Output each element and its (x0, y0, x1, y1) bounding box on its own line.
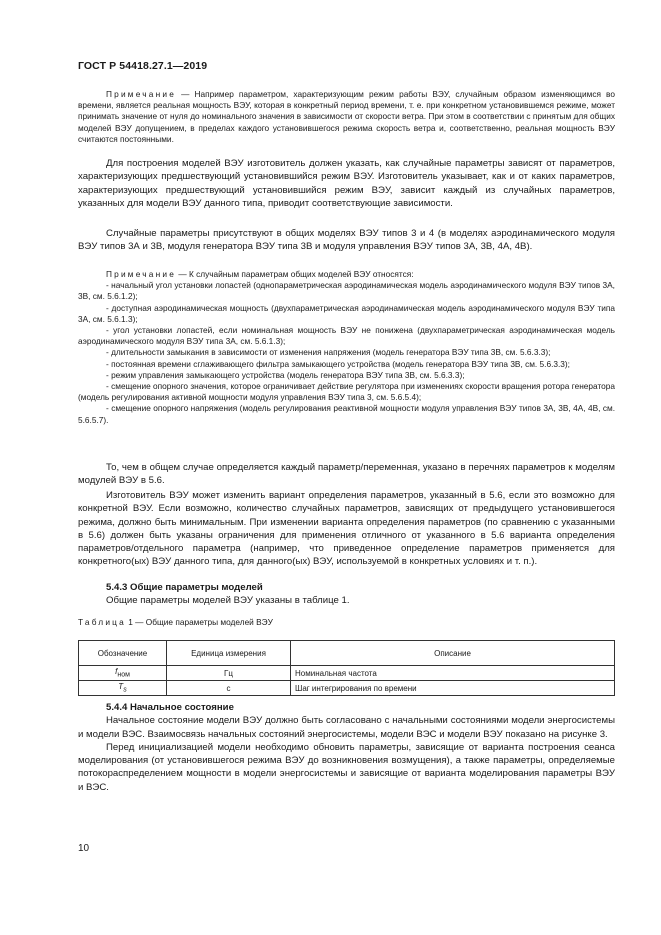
list-item: - смещение опорного значения, которое ограничивает действие регулятора при изменениях скорости вращения ротора генератора (модель регулирования активной мощности модуля управления ВЭУ типа 3, см. 5.6.5.4); (78, 381, 615, 403)
section-heading: 5.4.4 Начальное состояние (106, 702, 234, 713)
column-header: Обозначение (79, 641, 167, 666)
table-1 (78, 640, 615, 696)
table-row (79, 666, 615, 681)
note-1 (78, 89, 615, 145)
table-caption-text: 1 — Общие параметры моделей ВЭУ (125, 617, 273, 627)
symbol-cell: $T_s$ (79, 681, 167, 696)
column-header: Единица измерения (167, 641, 291, 666)
section-heading: 5.4.3 Общие параметры моделей (106, 582, 263, 593)
paragraph-random-params (78, 227, 615, 254)
list-item: - длительности замыкания в зависимости от изменения напряжения (модель генератора ВЭУ типа 3В, см. 5.6.3.3); (106, 347, 551, 358)
paragraph-text: Случайные параметры присутствуют в общих моделях ВЭУ типов 3 и 4 (в моделях аэродинамического модуля ВЭУ типов 3А и 3В, модуля генератора ВЭУ типа 3В и модуля управления ВЭУ типов 3А, 3В, 4А, 4В). (78, 228, 615, 253)
description-cell: Шаг интегрирования по времени (291, 681, 615, 696)
note-label: Примечание (106, 269, 177, 279)
section-text: Общие параметры моделей ВЭУ указаны в таблице 1. (106, 595, 350, 607)
note-text: — К случайным параметрам общих моделей ВЭУ относятся: (176, 269, 414, 279)
paragraph-dependence (78, 157, 615, 210)
section-5-4-3 (78, 581, 615, 608)
note-text: — Например параметром, характеризующим режим работы ВЭУ, случайным образом изменяющимся во времени, является реальная мощность ВЭУ, которая в конкретный период времени, т. е. при конкретном установившемся режиме, может принимать значение от нуля до номинального значения в зависимости от скорости ветра. При этом в соответствии с принятым для общих моделей ВЭУ допущением, в пределах каждого установившегося режима скорость ветра и, соответственно, реальная мощность ВЭУ считаются постоянными. (78, 89, 615, 144)
table-caption-label: Таблица (78, 617, 126, 627)
unit-cell: Гц (167, 666, 291, 681)
list-item: - постоянная времени сглаживающего фильтра замыкающего устройства (модель генератора ВЭУ типа 3В, см. 5.6.3.3); (106, 358, 570, 369)
column-header: Описание (291, 641, 615, 666)
table-header-row (79, 641, 615, 666)
list-item: - режим управления замыкающего устройства (модель генератора ВЭУ типа 3В, см. 5.6.3.3); (106, 369, 465, 380)
section-text: Начальное состояние модели ВЭУ должно быть согласовано с начальными состояниями модели энергосистемы и модели ВЭС. Взаимосвязь начальных состояний энергосистемы, модели ВЭС и модели ВЭУ показано на рисунке 3. (78, 715, 615, 740)
list-item: - начальный угол установки лопастей (однопараметрическая аэродинамическая модель аэродинамического модуля ВЭУ типов 3А, 3В, см. 5.6.1.2); (78, 280, 615, 302)
description-cell: Номинальная частота (291, 666, 615, 681)
symbol-cell: $f_{ном}$ (79, 666, 167, 681)
note-label: Примечание (106, 89, 177, 99)
table-caption (78, 617, 615, 628)
table-row (79, 681, 615, 696)
note-2 (78, 269, 615, 426)
paragraph-text: Изготовитель ВЭУ может изменить вариант определения параметров, указанный в 5.6, если это возможно для конкретной ВЭУ. Если возможно, количество случайных параметров, зависящих от предыдущего установившегося режима, должно быть минимальным. При изменении варианта определения параметров (по сравнению с указанными в 5.6) должен быть указаны ограничения для применения отличного от указанного в 5.6 варианта определения параметров/отдельного параметра (например, что приведенное определение параметров применяется для конкретного(ых) ВЭУ данного типа, для данного(ых) ВЭУ, используемой в конкретных условиях и т. п.). (78, 490, 615, 568)
page-number: 10 (78, 843, 90, 854)
paragraph-manufacturer (78, 489, 615, 569)
unit-cell: с (167, 681, 291, 696)
list-item: - смещение опорного напряжения (модель регулирования реактивной мощности модуля управления ВЭУ типов 3А, 3В, 4А, 4В, см. 5.6.5.7). (78, 403, 615, 425)
list-item: - доступная аэродинамическая мощность (двухпараметрическая аэродинамическая модель аэродинамического модуля ВЭУ типа 3А, см. 5.6.1.3); (78, 302, 615, 324)
paragraph-text: То, чем в общем случае определяется каждый параметр/переменная, указано в перечнях параметров к моделям модулей ВЭУ в 5.6. (78, 462, 615, 487)
section-5-4-4 (78, 701, 615, 794)
paragraph-text: Для построения моделей ВЭУ изготовитель должен указать, как случайные параметры зависят от параметров, характеризующих предшествующий установившийся режим ВЭУ. Изготовитель указывает, как и от каких параметров, характеризующих предшествующий установившийся режим ВЭУ, зависит каждый из случайных параметров, указанных для модели ВЭУ данного типа, приводит соответствующие зависимости. (78, 158, 615, 209)
paragraph-definition (78, 461, 615, 488)
list-item: - угол установки лопастей, если номинальная мощность ВЭУ не понижена (двухпараметрическая аэродинамическая модель аэродинамического модуля ВЭУ типа 3А, см. 5.6.1.3); (78, 325, 615, 347)
section-text: Перед инициализацией модели необходимо обновить параметры, зависящие от варианта построения сеанса моделирования (от установившегося режима ВЭУ до возникновения возмущения), а также параметры, определяемые потокораспределением мощности в модели энергосистемы и зависящие от варианта моделирования параметры ВЭУ и ВЭС. (78, 741, 615, 793)
document-header: ГОСТ Р 54418.27.1—2019 (78, 60, 208, 72)
